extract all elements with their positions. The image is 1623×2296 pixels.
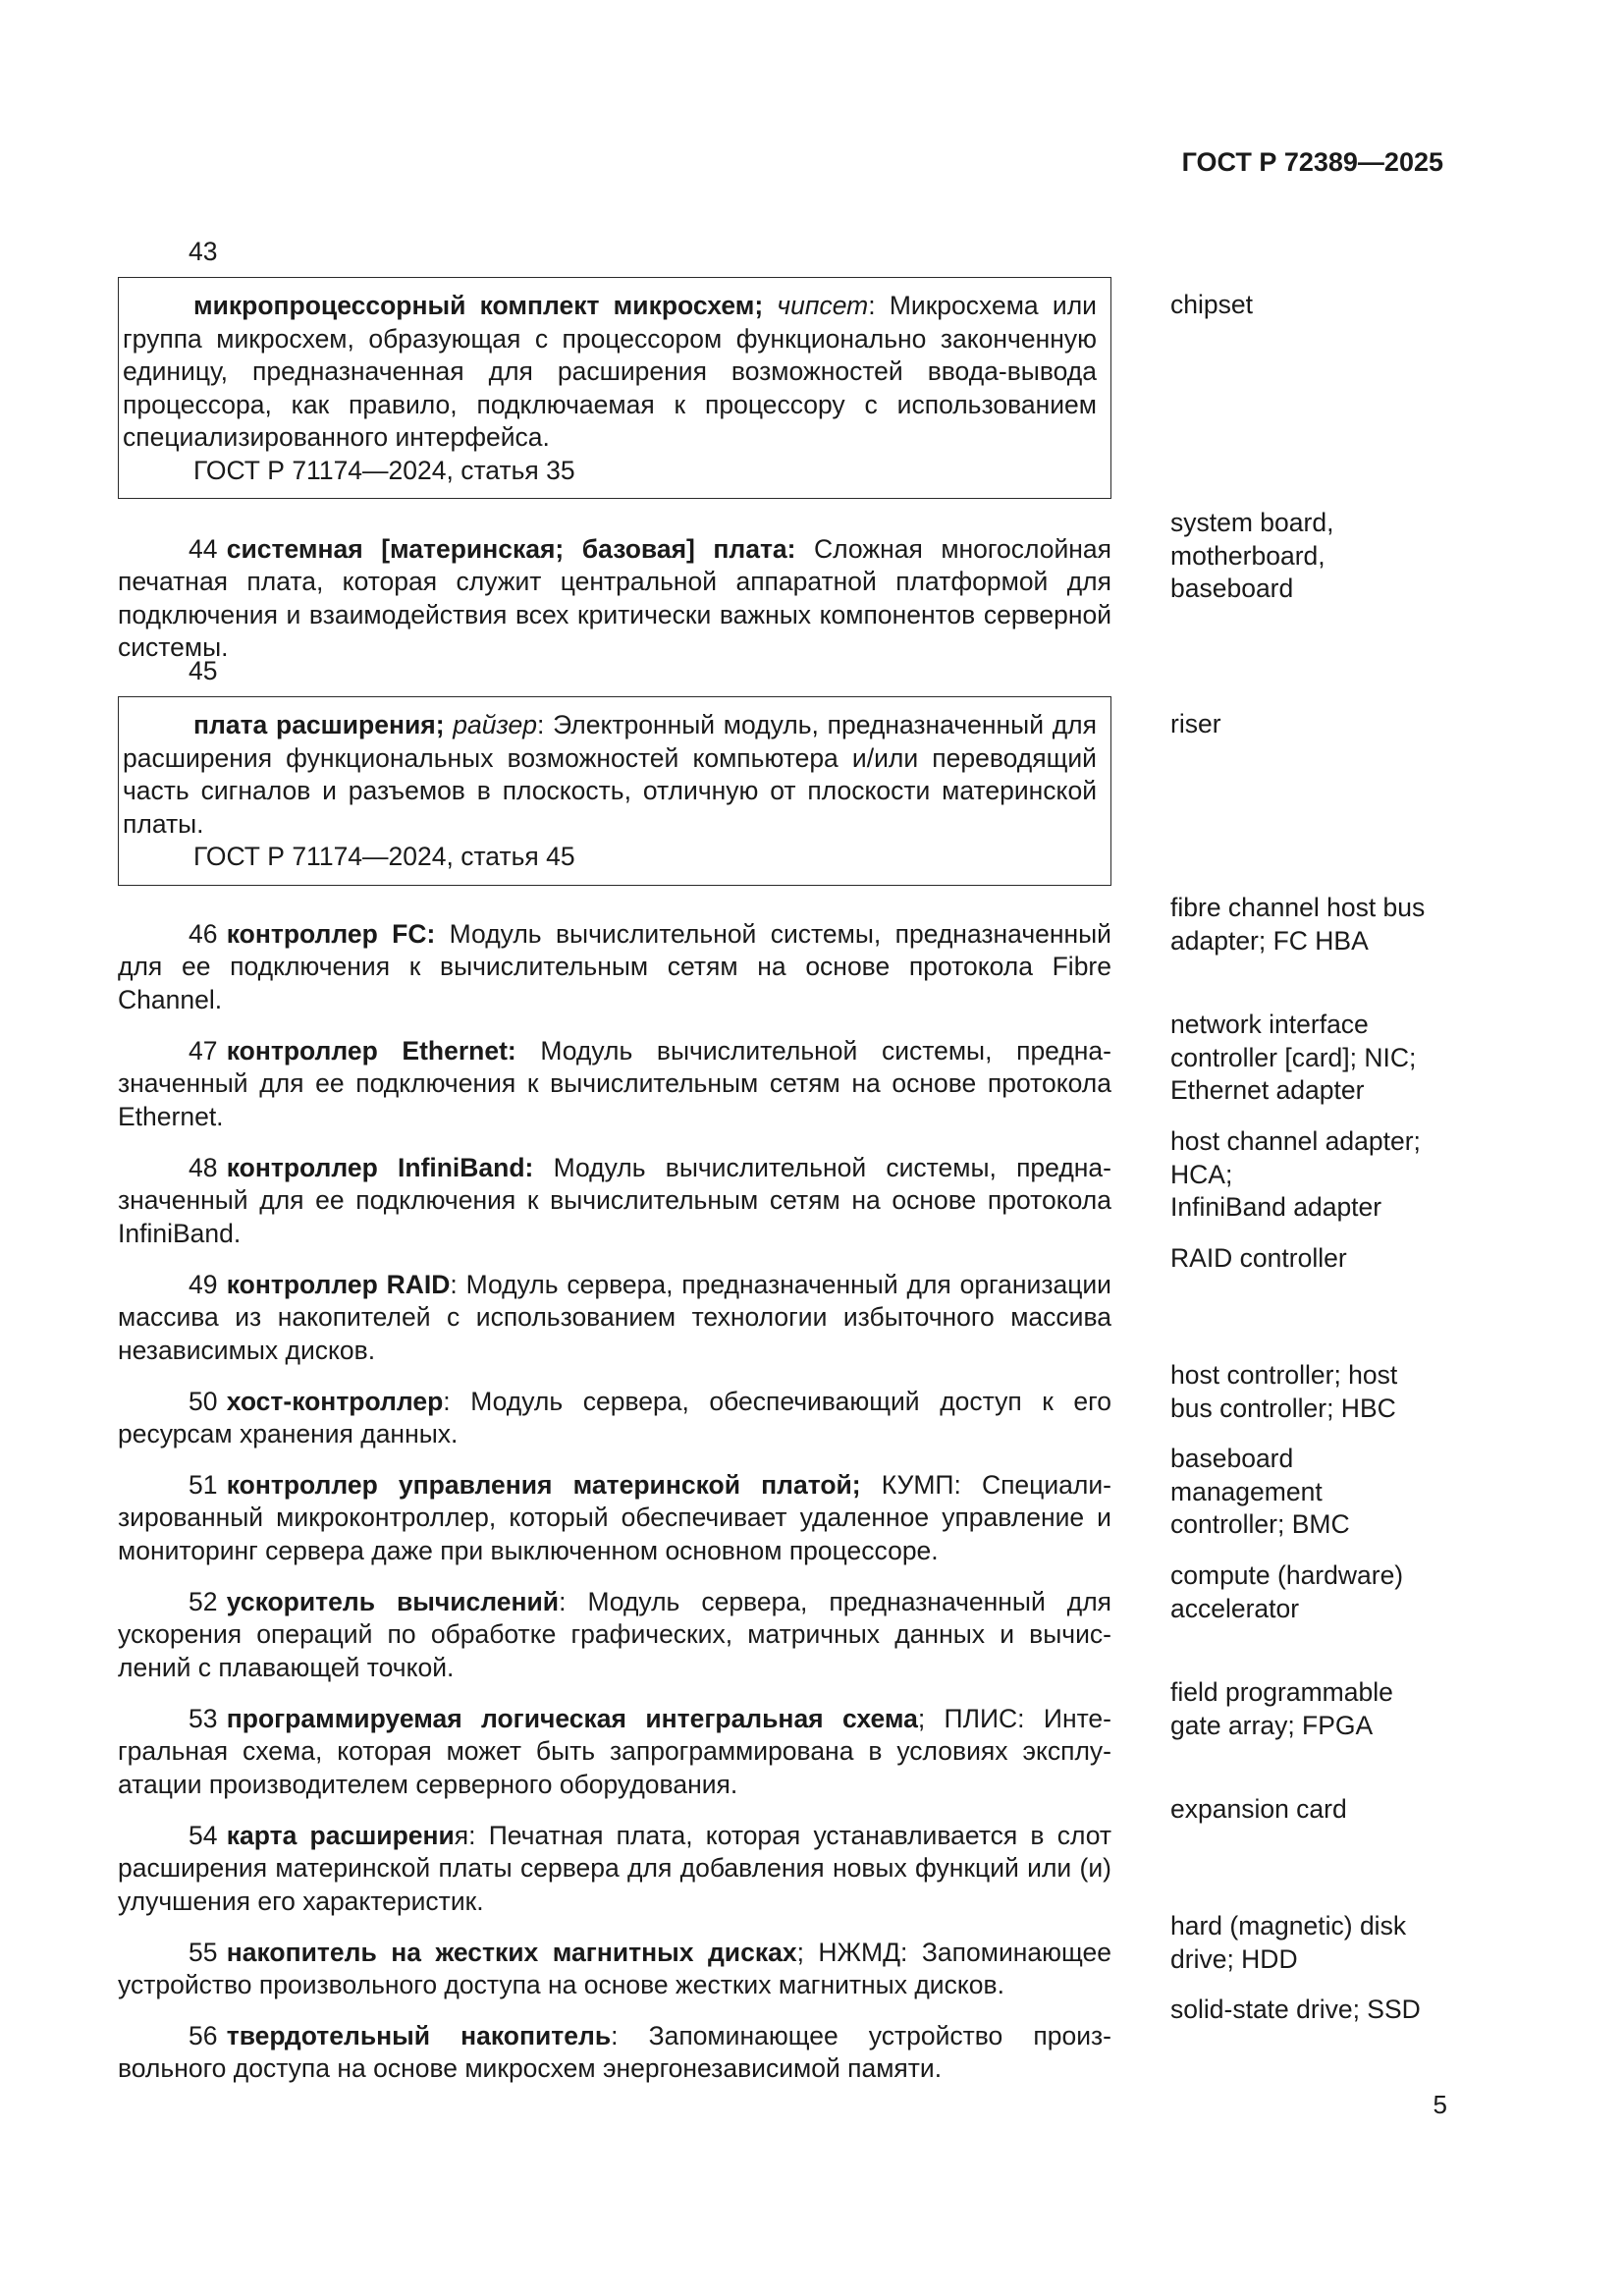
term-number: 43: [189, 237, 218, 266]
english-equivalent: network interface controller [card]; NIC; Ethernet adapter: [1170, 1010, 1417, 1105]
term-definition: : Модуль сервера, предназначенный для организации массива из накопителей с использованием технологии избыточного массива независимых дисков.: [118, 1269, 1111, 1365]
term-name: контроллер InfiniBand:: [226, 1152, 534, 1182]
term-definition: : Электронный модуль, предназначенный для расширения функциональных возможностей компьютера и/или переводящий часть сигналов и разъемов в плоскость, отличную от плоскости материнской платы.: [123, 710, 1097, 839]
term-number: 53: [189, 1703, 218, 1733]
term-synonym: чипсет: [777, 291, 869, 320]
english-equivalent: riser: [1170, 709, 1221, 738]
term-name: ускоритель вычислений: [226, 1586, 560, 1616]
term-definition: : Модуль сервера, обеспечивающий доступ к его ресурсам хранения данных.: [118, 1386, 1111, 1449]
term-name: карта расширени: [226, 1820, 455, 1850]
term-number: 44: [189, 533, 218, 564]
term-definition: : Модуль сервера, предназначенный для ускорения операций по обработке графических, матричных данных и вычислений с плавающей точкой.: [118, 1586, 1112, 1682]
term-definition: : Микросхема или группа микросхем, образующая с процессором функционально законченную единицу, предназначенная для расширения возможностей ввода-вывода процессора, как правило, подключаемая к процессору с использованием специализированного интерфейса.: [123, 291, 1097, 452]
english-equivalent: RAID controller: [1170, 1243, 1347, 1273]
english-equivalent: compute (hardware) accelerator: [1170, 1560, 1404, 1623]
term-source: ГОСТ Р 71174—2024, статья 35: [193, 455, 575, 485]
term-definition: ; ПЛИС: Интегральная схема, которая может быть запрограммирована в условиях эксплуатации производителем серверного оборудования.: [118, 1703, 1111, 1799]
borrowed-term-box: [118, 696, 1111, 886]
term-synonym: райзер: [453, 710, 537, 739]
term-definition: ; НЖМД: Запоминающее устройство произвольного доступа на основе жестких магнитных дисков.: [118, 1937, 1111, 1999]
term-definition: Модуль вычислительной системы, предназначенный для ее подключения к вычислительным сетям на основе протокола Fibre Channel.: [118, 918, 1111, 1014]
term-definition: я: Печатная плата, которая устанавливается в слот расширения материнской платы сервера для добавления новых функций или (и) улучшения его характеристик.: [118, 1820, 1111, 1916]
term-number: 55: [189, 1937, 218, 1967]
term-number: 45: [189, 656, 218, 685]
english-equivalent: system board, motherboard, baseboard: [1170, 508, 1334, 603]
term-definition: Модуль вычислительной системы, предназначенный для ее подключения к вычислительным сетям на основе протокола InfiniBand.: [118, 1152, 1111, 1248]
term-definition: Модуль вычислительной системы, предназначенный для ее подключения к вычислительным сетям на основе протокола Ethernet.: [118, 1035, 1111, 1131]
page-header: ГОСТ Р 72389—2025: [1181, 147, 1443, 177]
term-number: 46: [189, 918, 218, 949]
term-definition: : Запоминающее устройство произвольного доступа на основе микросхем энергонезависимой памяти.: [118, 2020, 1111, 2083]
english-equivalent: field programmable gate array; FPGA: [1170, 1677, 1393, 1740]
term-name: контроллер FC:: [226, 918, 436, 949]
term-definition: Сложная многослойная печатная плата, которая служит центральной аппаратной платформой для подключения и взаимодействия всех критически важных компонентов серверной системы.: [118, 533, 1111, 662]
term-source: ГОСТ Р 71174—2024, статья 45: [193, 842, 575, 871]
term-name: накопитель на жестких магнитных дисках: [226, 1937, 797, 1967]
term-name: хост-контроллер: [226, 1386, 444, 1416]
term-name: плата расширения;: [193, 710, 445, 739]
term-number: 47: [189, 1035, 218, 1066]
term-number: 51: [189, 1469, 218, 1500]
term-name: контроллер Ethernet:: [226, 1035, 516, 1066]
term-name: системная [материнская; базовая] плата:: [226, 533, 796, 564]
term-name: твердотельный накопитель: [226, 2020, 612, 2050]
page-number: 5: [1433, 2090, 1447, 2119]
term-definition: КУМП: Специализированный микроконтроллер, который обеспечивает удаленное управление и мониторинг сервера даже при выключенном основном процессоре.: [118, 1469, 1111, 1565]
term-number: 56: [189, 2020, 218, 2050]
borrowed-term-box: [118, 277, 1111, 499]
english-equivalent: host channel adapter; HCA; InfiniBand adapter: [1170, 1126, 1421, 1222]
term-number: 50: [189, 1386, 218, 1416]
term-name: контроллер управления материнской платой;: [226, 1469, 861, 1500]
term-name: контроллер RAID: [226, 1269, 451, 1299]
english-equivalent: chipset: [1170, 290, 1253, 319]
term-number: 48: [189, 1152, 218, 1182]
english-equivalent: fibre channel host bus adapter; FC HBA: [1170, 893, 1426, 956]
english-equivalent: solid-state drive; SSD: [1170, 1995, 1421, 2024]
term-number: 52: [189, 1586, 218, 1616]
english-equivalent: hard (magnetic) disk drive; HDD: [1170, 1911, 1407, 1974]
english-equivalent: host controller; host bus controller; HBC: [1170, 1360, 1398, 1423]
english-equivalent: expansion card: [1170, 1794, 1347, 1824]
term-number: 49: [189, 1269, 218, 1299]
term-name: программируемая логическая интегральная схема: [226, 1703, 918, 1733]
term-name: микропроцессорный комплект микросхем;: [193, 291, 764, 320]
english-equivalent: baseboard management controller; BMC: [1170, 1444, 1350, 1539]
term-number: 54: [189, 1820, 218, 1850]
